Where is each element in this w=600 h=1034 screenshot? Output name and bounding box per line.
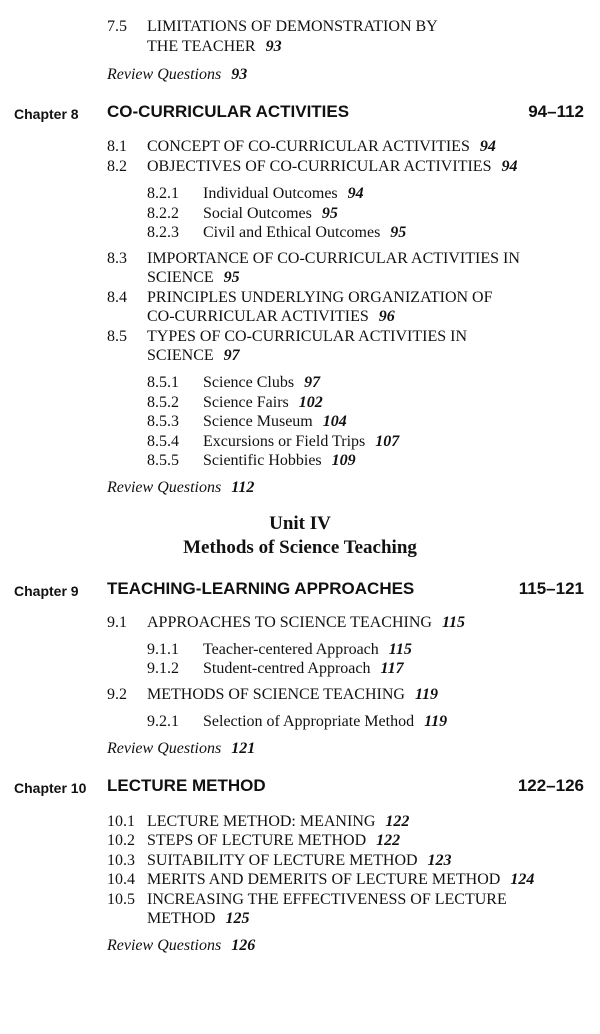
section-number: 9.2: [107, 686, 127, 703]
page-number: 93: [265, 38, 282, 55]
chapter-title: TEACHING-LEARNING APPROACHES: [107, 579, 415, 598]
section-number: 8.3: [107, 250, 127, 267]
section-number: 8.4: [107, 289, 127, 306]
section-title: INCREASING THE EFFECTIVENESS OF LECTURE: [147, 891, 507, 908]
section-title-cont: CO-CURRICULAR ACTIVITIES 96: [147, 308, 395, 325]
section-title: TYPES OF CO-CURRICULAR ACTIVITIES IN: [147, 328, 468, 345]
section-title: IMPORTANCE OF CO-CURRICULAR ACTIVITIES IN: [147, 250, 520, 267]
subsection-title: Selection of Appropriate Method 119: [203, 713, 448, 730]
subsection-title: Teacher-centered Approach 115: [203, 641, 412, 658]
subsection-title: Civil and Ethical Outcomes 95: [203, 224, 407, 241]
subsection-title: Excursions or Field Trips 107: [203, 433, 400, 450]
section-title-cont: SCIENCE 97: [147, 347, 240, 364]
section-number: 8.2: [107, 158, 127, 175]
chapter-label: Chapter 9: [14, 583, 79, 599]
section-title: CONCEPT OF CO-CURRICULAR ACTIVITIES 94: [147, 138, 496, 155]
section-title: STEPS OF LECTURE METHOD 122: [147, 832, 401, 849]
subsection-number: 8.5.3: [147, 413, 179, 430]
chapter-title: CO-CURRICULAR ACTIVITIES: [107, 102, 350, 121]
section-title: MERITS AND DEMERITS OF LECTURE METHOD 124: [147, 871, 535, 888]
section-title: SUITABILITY OF LECTURE METHOD 123: [147, 852, 452, 869]
subsection-number: 9.1.2: [147, 660, 179, 677]
chapter-label: Chapter 8: [14, 106, 79, 122]
review-questions: Review Questions 93: [107, 66, 248, 83]
subsection-number: 8.5.5: [147, 452, 179, 469]
subsection-number: 8.2.3: [147, 224, 179, 241]
chapter-title: LECTURE METHOD: [107, 776, 266, 795]
section-title-cont: METHOD 125: [147, 910, 250, 927]
subsection-number: 9.2.1: [147, 713, 179, 730]
section-title-cont: THE TEACHER 93: [147, 38, 282, 55]
unit-subtitle: Methods of Science Teaching: [183, 537, 417, 558]
section-title-cont: SCIENCE 95: [147, 269, 240, 286]
chapter-label: Chapter 10: [14, 780, 87, 796]
unit-title: Unit IV: [269, 513, 331, 534]
section-title: APPROACHES TO SCIENCE TEACHING 115: [147, 614, 466, 631]
subsection-title: Science Clubs 97: [203, 374, 321, 391]
section-number: 10.2: [107, 832, 135, 849]
section-number: 8.5: [107, 328, 127, 345]
section-title: OBJECTIVES OF CO-CURRICULAR ACTIVITIES 94: [147, 158, 518, 175]
section-number: 9.1: [107, 614, 127, 631]
section-title: LECTURE METHOD: MEANING 122: [147, 813, 410, 830]
section-number: 10.1: [107, 813, 135, 830]
section-title: PRINCIPLES UNDERLYING ORGANIZATION OF: [147, 289, 493, 306]
chapter-page-range: 122–126: [517, 776, 584, 795]
chapter-page-range: 94–112: [528, 102, 584, 121]
section-title: LIMITATIONS OF DEMONSTRATION BY: [147, 18, 438, 35]
subsection-number: 8.5.4: [147, 433, 179, 450]
section-title: METHODS OF SCIENCE TEACHING 119: [147, 686, 439, 703]
subsection-number: 8.5.2: [147, 394, 179, 411]
subsection-title: Individual Outcomes 94: [203, 185, 364, 202]
subsection-number: 8.2.2: [147, 205, 179, 222]
section-number: 7.5: [107, 18, 127, 35]
subsection-number: 8.5.1: [147, 374, 179, 391]
subsection-title: Student-centred Approach 117: [203, 660, 404, 677]
subsection-title: Scientific Hobbies 109: [203, 452, 356, 469]
review-questions: Review Questions 121: [107, 740, 256, 757]
subsection-title: Science Museum 104: [203, 413, 347, 430]
subsection-number: 8.2.1: [147, 185, 179, 202]
review-questions: Review Questions 112: [107, 479, 255, 496]
subsection-title: Social Outcomes 95: [203, 205, 338, 222]
section-number: 10.3: [107, 852, 135, 869]
section-number: 8.1: [107, 138, 127, 155]
section-number: 10.4: [107, 871, 135, 888]
page-number: 93: [231, 66, 248, 83]
chapter-page-range: 115–121: [518, 579, 584, 598]
review-questions: Review Questions 126: [107, 937, 256, 954]
subsection-title: Science Fairs 102: [203, 394, 323, 411]
subsection-number: 9.1.1: [147, 641, 179, 658]
section-number: 10.5: [107, 891, 135, 908]
